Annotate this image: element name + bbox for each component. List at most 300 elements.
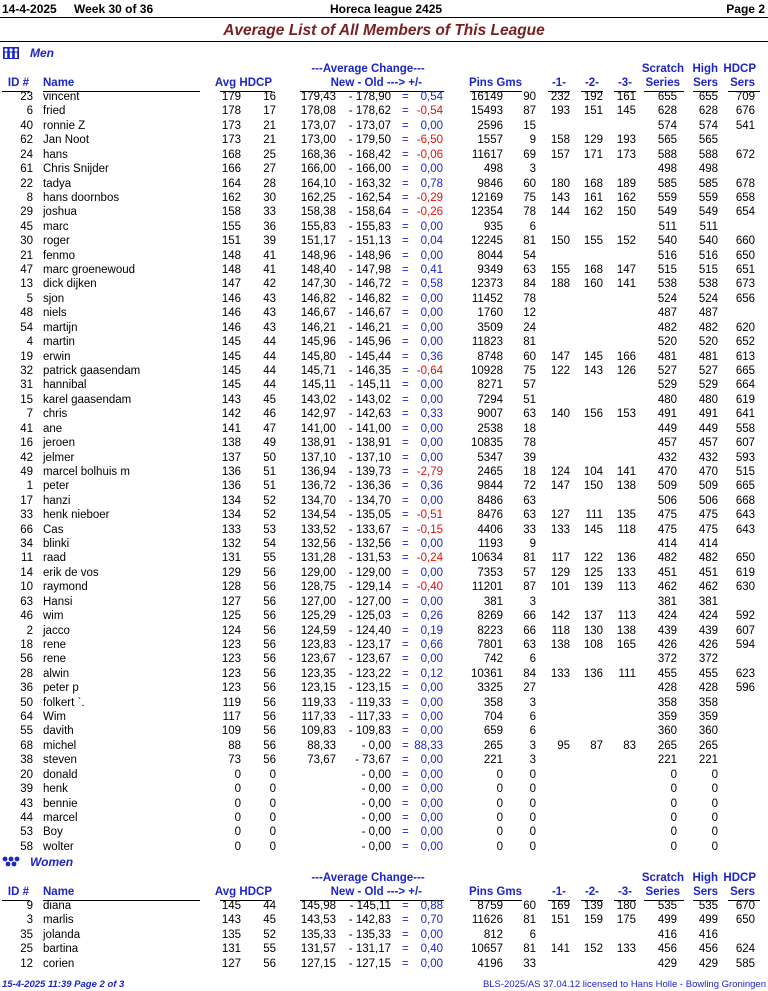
cell-id: 55 xyxy=(20,725,33,738)
cell-equals: = xyxy=(402,523,409,536)
cell-high-series: 498 xyxy=(698,163,718,176)
cell-high-series: 565 xyxy=(698,134,718,147)
cell-avg: 131 xyxy=(221,943,241,956)
footer-license: BLS-2025/AS 37.04.12 licensed to Hans Holle - Bowling Groningen xyxy=(482,979,766,990)
table-row xyxy=(0,697,768,711)
cell-name: steven xyxy=(43,754,77,767)
cell-new-avg: 119,33 xyxy=(301,696,336,709)
cell-new-avg: 179,43 xyxy=(300,91,336,103)
cell-high-series: 414 xyxy=(698,538,718,551)
cell-name: wolter xyxy=(43,840,74,853)
table-row xyxy=(0,725,768,739)
cell-game2: 137 xyxy=(583,610,603,623)
cell-pins: 2538 xyxy=(477,422,503,435)
cell-high-series: 511 xyxy=(699,220,718,233)
cell-new-avg: 143,53 xyxy=(300,914,336,927)
cell-name: hanzi xyxy=(43,494,71,507)
cell-games: 0 xyxy=(529,812,536,824)
cell-high-series: 462 xyxy=(698,581,718,594)
cell-name: patrick gaasendam xyxy=(43,364,141,377)
cell-high-series: 0 xyxy=(711,812,718,824)
sers-header: Sers xyxy=(693,886,718,898)
cell-game1: 169 xyxy=(550,900,570,912)
cell-diff: -0,51 xyxy=(416,509,443,522)
cell-game3: 147 xyxy=(616,264,636,277)
cell-scratch-series: 456 xyxy=(657,943,677,956)
cell-id: 44 xyxy=(20,812,33,824)
cell-name: Chris Snijder xyxy=(43,163,109,176)
cell-high-series: 588 xyxy=(698,148,718,161)
footer-print-info: 15-4-2025 11:39 Page 2 of 3 xyxy=(2,979,125,990)
cell-name: hannibal xyxy=(43,379,87,392)
cell-game3: 180 xyxy=(616,900,636,912)
table-row xyxy=(0,365,768,379)
cell-pins: 8476 xyxy=(477,509,503,522)
cell-game1: 124 xyxy=(550,465,570,478)
table-row xyxy=(0,625,768,639)
cell-avg: 124 xyxy=(221,624,241,637)
cell-games: 66 xyxy=(523,610,536,623)
cell-hdcp: 56 xyxy=(263,696,276,709)
cell-new-avg: 173,07 xyxy=(300,119,336,132)
cell-equals: = xyxy=(402,754,409,767)
cell-old-avg: - 141,00 xyxy=(348,422,391,435)
cell-games: 12 xyxy=(523,307,536,320)
cell-high-series: 628 xyxy=(698,105,718,118)
cell-hdcp-series: 678 xyxy=(735,177,755,190)
cell-pins: 11617 xyxy=(471,148,503,161)
cell-diff: 0,00 xyxy=(420,393,443,406)
cell-hdcp: 0 xyxy=(269,826,276,839)
cell-game3: 133 xyxy=(616,943,636,956)
cell-pins: 0 xyxy=(496,768,503,781)
cell-avg: 173 xyxy=(221,119,241,132)
cell-scratch-series: 372 xyxy=(657,653,677,666)
table-row xyxy=(0,466,768,480)
cell-id: 61 xyxy=(20,163,33,176)
cell-scratch-series: 515 xyxy=(657,264,677,277)
cell-diff: 0,70 xyxy=(420,914,443,927)
cell-avg: 133 xyxy=(221,523,241,536)
cell-old-avg: - 0,00 xyxy=(361,840,391,853)
cell-old-avg: - 146,35 xyxy=(348,364,391,377)
avg-hdcp-header: Avg HDCP xyxy=(214,77,272,89)
cell-scratch-series: 574 xyxy=(657,119,677,132)
cell-id: 8 xyxy=(26,191,33,204)
table-row xyxy=(0,351,768,365)
cell-name: marc xyxy=(43,220,69,233)
report-date: 14-4-2025 xyxy=(2,2,57,16)
table-row xyxy=(0,206,768,220)
cell-new-avg: 138,91 xyxy=(300,437,336,450)
cell-hdcp: 51 xyxy=(263,480,276,493)
cell-equals: = xyxy=(402,278,409,291)
cell-id: 18 xyxy=(20,638,33,651)
cell-high-series: 0 xyxy=(711,826,718,839)
cell-id: 3 xyxy=(26,914,33,927)
cell-pins: 3325 xyxy=(477,682,503,695)
cell-old-avg: - 131,17 xyxy=(348,943,391,956)
cell-avg: 88 xyxy=(228,739,241,752)
cell-avg: 0 xyxy=(234,826,241,839)
cell-id: 32 xyxy=(20,364,33,377)
cell-new-avg: 129,00 xyxy=(300,566,336,579)
table-row xyxy=(0,120,768,134)
cell-game2: 129 xyxy=(583,134,603,147)
cell-diff: 0,36 xyxy=(420,350,443,363)
cell-pins: 659 xyxy=(483,725,503,738)
table-row xyxy=(0,105,768,119)
cell-avg: 137 xyxy=(221,451,241,464)
table-row xyxy=(0,552,768,566)
cell-hdcp-series: 650 xyxy=(735,914,755,927)
cell-hdcp-series: 673 xyxy=(735,278,755,291)
cell-new-avg: 127,00 xyxy=(300,595,336,608)
cell-scratch-series: 455 xyxy=(657,667,677,680)
cell-game2: 160 xyxy=(583,278,603,291)
cell-new-avg: 73,67 xyxy=(307,754,336,767)
cell-game3: 152 xyxy=(616,235,636,248)
table-row xyxy=(0,668,768,682)
cell-equals: = xyxy=(402,812,409,824)
cell-hdcp-series: 654 xyxy=(735,206,755,219)
cell-game2: 87 xyxy=(590,739,603,752)
cell-game2: 161 xyxy=(583,191,603,204)
cell-pins: 358 xyxy=(483,696,503,709)
cell-equals: = xyxy=(402,91,409,103)
cell-equals: = xyxy=(402,163,409,176)
cell-high-series: 451 xyxy=(698,566,718,579)
cell-avg: 119 xyxy=(222,696,241,709)
cell-game1: 133 xyxy=(550,667,570,680)
cell-old-avg: - 147,98 xyxy=(348,264,391,277)
cell-hdcp: 25 xyxy=(263,148,276,161)
table-row xyxy=(0,278,768,292)
cell-equals: = xyxy=(402,725,409,738)
series-header: Series xyxy=(645,886,680,898)
cell-name: diana xyxy=(43,900,72,912)
table-row xyxy=(0,826,768,840)
cell-high-series: 455 xyxy=(698,667,718,680)
cell-game1: 158 xyxy=(550,134,570,147)
cell-old-avg: - 145,11 xyxy=(349,900,391,912)
cell-avg: 146 xyxy=(221,321,241,334)
cell-avg: 178 xyxy=(221,105,241,118)
cell-games: 6 xyxy=(529,711,536,724)
cell-id: 31 xyxy=(20,379,33,392)
cell-id: 2 xyxy=(26,624,33,637)
game1-header: -1- xyxy=(551,886,566,898)
cell-high-series: 509 xyxy=(698,480,718,493)
cell-games: 6 xyxy=(529,220,536,233)
cell-diff: 0,00 xyxy=(420,336,443,349)
cell-name: folkert `. xyxy=(43,696,85,709)
cell-game2: 162 xyxy=(583,206,603,219)
cell-avg: 131 xyxy=(221,552,241,565)
cell-name: Hansi xyxy=(43,595,73,608)
cell-high-series: 491 xyxy=(698,408,718,421)
cell-games: 60 xyxy=(523,900,536,912)
cell-name: bennie xyxy=(43,797,78,810)
cell-old-avg: - 145,11 xyxy=(349,379,391,392)
cell-equals: = xyxy=(402,739,409,752)
table-row xyxy=(0,163,768,177)
cell-id: 12 xyxy=(20,957,33,970)
cell-games: 6 xyxy=(529,928,536,941)
cell-hdcp: 16 xyxy=(263,91,276,103)
cell-hdcp: 56 xyxy=(263,595,276,608)
cell-game3: 161 xyxy=(616,91,636,103)
cell-hdcp-series: 613 xyxy=(735,350,755,363)
cell-games: 0 xyxy=(529,826,536,839)
cell-diff: 0,00 xyxy=(420,711,443,724)
cell-pins: 381 xyxy=(483,595,503,608)
cell-equals: = xyxy=(402,408,409,421)
cell-name: davith xyxy=(43,725,74,738)
cell-pins: 7353 xyxy=(477,566,503,579)
cell-hdcp: 0 xyxy=(269,768,276,781)
cell-games: 3 xyxy=(529,739,536,752)
cell-hdcp-series: 709 xyxy=(735,91,755,103)
cell-new-avg: 178,08 xyxy=(300,105,336,118)
cell-hdcp: 45 xyxy=(263,914,276,927)
cell-name: marcel xyxy=(43,812,78,824)
title-divider xyxy=(0,41,768,42)
cell-game1: 140 xyxy=(550,408,570,421)
cell-diff: 0,40 xyxy=(420,943,443,956)
cell-scratch-series: 381 xyxy=(657,595,677,608)
cell-pins: 11823 xyxy=(471,336,503,349)
pins-gms-header: Pins Gms xyxy=(468,77,522,89)
cell-hdcp-series: 650 xyxy=(735,249,755,262)
cell-pins: 8269 xyxy=(477,610,503,623)
table-row xyxy=(0,538,768,552)
cell-hdcp: 44 xyxy=(263,336,276,349)
cell-new-avg: 158,38 xyxy=(300,206,336,219)
cell-equals: = xyxy=(402,783,409,796)
cell-pins: 2596 xyxy=(477,119,503,132)
cell-game2: 143 xyxy=(583,364,603,377)
cell-pins: 10361 xyxy=(471,667,503,680)
cell-high-series: 516 xyxy=(698,249,718,262)
cell-high-series: 520 xyxy=(698,336,718,349)
cell-id: 64 xyxy=(20,711,33,724)
cell-high-series: 506 xyxy=(698,494,718,507)
table-row xyxy=(0,408,768,422)
cell-hdcp: 56 xyxy=(263,682,276,695)
cell-game1: 232 xyxy=(550,91,570,103)
cell-equals: = xyxy=(402,638,409,651)
cell-hdcp: 41 xyxy=(263,264,276,277)
pins-gms-header: Pins Gms xyxy=(468,886,522,898)
cell-name: sjon xyxy=(43,292,65,305)
cell-new-avg: 143,02 xyxy=(300,393,336,406)
cell-name: niels xyxy=(43,307,67,320)
cell-games: 78 xyxy=(523,292,536,305)
cell-game2: 139 xyxy=(583,900,603,912)
cell-scratch-series: 359 xyxy=(657,711,677,724)
cell-games: 27 xyxy=(523,682,536,695)
cell-games: 3 xyxy=(529,696,536,709)
cell-scratch-series: 451 xyxy=(657,566,677,579)
cell-high-series: 499 xyxy=(698,914,718,927)
cell-id: 47 xyxy=(20,264,33,277)
cell-equals: = xyxy=(402,797,409,810)
cell-id: 14 xyxy=(20,566,33,579)
cell-hdcp: 0 xyxy=(269,812,276,824)
cell-games: 69 xyxy=(523,148,536,161)
cell-avg: 117 xyxy=(222,711,241,724)
cell-game2: 130 xyxy=(583,624,603,637)
table-row xyxy=(0,900,768,914)
cell-hdcp-series: 594 xyxy=(735,638,755,651)
table-row xyxy=(0,235,768,249)
cell-high-series: 527 xyxy=(698,364,718,377)
cell-name: Cas xyxy=(43,523,64,536)
cell-hdcp: 44 xyxy=(263,900,276,912)
cell-hdcp-series: 585 xyxy=(735,957,755,970)
cell-equals: = xyxy=(402,581,409,594)
cell-name: martijn xyxy=(43,321,78,334)
cell-id: 33 xyxy=(20,509,33,522)
cell-id: 1 xyxy=(26,480,33,493)
cell-high-series: 265 xyxy=(698,739,718,752)
cell-equals: = xyxy=(402,264,409,277)
cell-pins: 11201 xyxy=(471,581,503,594)
cell-hdcp: 56 xyxy=(263,725,276,738)
cell-old-avg: - 135,33 xyxy=(348,928,391,941)
cell-new-avg: 166,00 xyxy=(300,163,336,176)
cell-id: 17 xyxy=(20,494,33,507)
cell-name: raymond xyxy=(43,581,88,594)
cell-game1: 117 xyxy=(551,552,570,565)
cell-equals: = xyxy=(402,928,409,941)
cell-avg: 147 xyxy=(221,278,241,291)
cell-equals: = xyxy=(402,696,409,709)
cell-game2: 171 xyxy=(583,148,603,161)
cell-hdcp: 42 xyxy=(263,278,276,291)
cell-high-series: 475 xyxy=(698,523,718,536)
cell-equals: = xyxy=(402,249,409,262)
avg-hdcp-header: Avg HDCP xyxy=(214,886,272,898)
cell-avg: 127 xyxy=(221,595,241,608)
cell-scratch-series: 0 xyxy=(670,812,677,824)
cell-new-avg: 137,10 xyxy=(300,451,336,464)
section-title-women: Women xyxy=(30,855,74,869)
cell-new-avg: 164,10 xyxy=(300,177,336,190)
cell-high-series: 360 xyxy=(698,725,718,738)
cell-new-avg: 146,67 xyxy=(300,307,336,320)
cell-id: 21 xyxy=(20,249,33,262)
cell-diff: -0,64 xyxy=(416,364,443,377)
cell-name: jelmer xyxy=(43,451,75,464)
cell-scratch-series: 549 xyxy=(657,206,677,219)
cell-high-series: 482 xyxy=(698,552,718,565)
cell-avg: 151 xyxy=(221,235,241,248)
cell-pins: 12169 xyxy=(471,191,503,204)
cell-game1: 180 xyxy=(550,177,570,190)
cell-old-avg: - 119,33 xyxy=(349,696,391,709)
cell-high-series: 426 xyxy=(698,638,718,651)
table-row xyxy=(0,610,768,624)
cell-game3: 189 xyxy=(616,177,636,190)
cell-game3: 162 xyxy=(616,191,636,204)
cell-scratch-series: 360 xyxy=(657,725,677,738)
cell-new-avg: 146,21 xyxy=(300,321,336,334)
cell-old-avg: - 133,67 xyxy=(348,523,391,536)
cell-name: karel gaasendam xyxy=(43,393,132,406)
cell-pins: 8486 xyxy=(477,494,503,507)
cell-games: 0 xyxy=(529,768,536,781)
cell-name: rene xyxy=(43,653,67,666)
cell-avg: 148 xyxy=(221,249,241,262)
cell-pins: 2465 xyxy=(477,465,503,478)
cell-diff: 0,00 xyxy=(420,725,443,738)
cell-diff: 0,00 xyxy=(420,840,443,853)
cell-scratch-series: 506 xyxy=(657,494,677,507)
cell-diff: 0,33 xyxy=(420,408,443,421)
cell-scratch-series: 565 xyxy=(657,134,677,147)
cell-hdcp-series: 652 xyxy=(735,336,755,349)
cell-equals: = xyxy=(402,307,409,320)
cell-pins: 812 xyxy=(483,928,503,941)
cell-new-avg: 109,83 xyxy=(300,725,336,738)
cell-new-avg: 123,35 xyxy=(300,667,336,680)
cell-hdcp: 44 xyxy=(263,350,276,363)
cell-id: 38 xyxy=(20,754,33,767)
cell-hdcp: 17 xyxy=(263,105,276,118)
cell-name: erwin xyxy=(43,350,71,363)
cell-equals: = xyxy=(402,177,409,190)
cell-equals: = xyxy=(402,134,409,147)
cell-hdcp-series: 619 xyxy=(735,566,755,579)
cell-high-series: 549 xyxy=(698,206,718,219)
cell-id: 42 xyxy=(20,451,33,464)
cell-game1: 127 xyxy=(550,509,570,522)
cell-games: 60 xyxy=(523,177,536,190)
table-row xyxy=(0,783,768,797)
cell-new-avg: 162,25 xyxy=(300,191,336,204)
cell-id: 20 xyxy=(20,768,33,781)
cell-avg: 0 xyxy=(234,840,241,853)
table-row xyxy=(0,769,768,783)
cell-game3: 175 xyxy=(616,914,636,927)
cell-avg: 0 xyxy=(234,783,241,796)
cell-equals: = xyxy=(402,957,409,970)
cell-avg: 136 xyxy=(221,480,241,493)
cell-high-series: 655 xyxy=(698,91,718,103)
cell-new-avg: 148,40 xyxy=(300,264,336,277)
table-row xyxy=(0,178,768,192)
cell-old-avg: - 146,67 xyxy=(348,307,391,320)
cell-new-avg: 145,71 xyxy=(300,364,336,377)
cell-new-avg: 148,96 xyxy=(300,249,336,262)
cell-old-avg: - 0,00 xyxy=(361,797,391,810)
cell-scratch-series: 482 xyxy=(657,321,677,334)
cell-equals: = xyxy=(402,206,409,219)
table-row xyxy=(0,379,768,393)
cell-hdcp-series: 670 xyxy=(735,900,755,912)
cell-avg: 73 xyxy=(228,754,241,767)
cell-high-series: 439 xyxy=(698,624,718,637)
cell-game2: 159 xyxy=(583,914,603,927)
cell-old-avg: - 146,82 xyxy=(348,292,391,305)
cell-pins: 8044 xyxy=(477,249,503,262)
cell-id: 10 xyxy=(20,581,33,594)
cell-game3: 153 xyxy=(616,408,636,421)
cell-diff: 0,00 xyxy=(420,682,443,695)
header-divider xyxy=(0,17,768,18)
